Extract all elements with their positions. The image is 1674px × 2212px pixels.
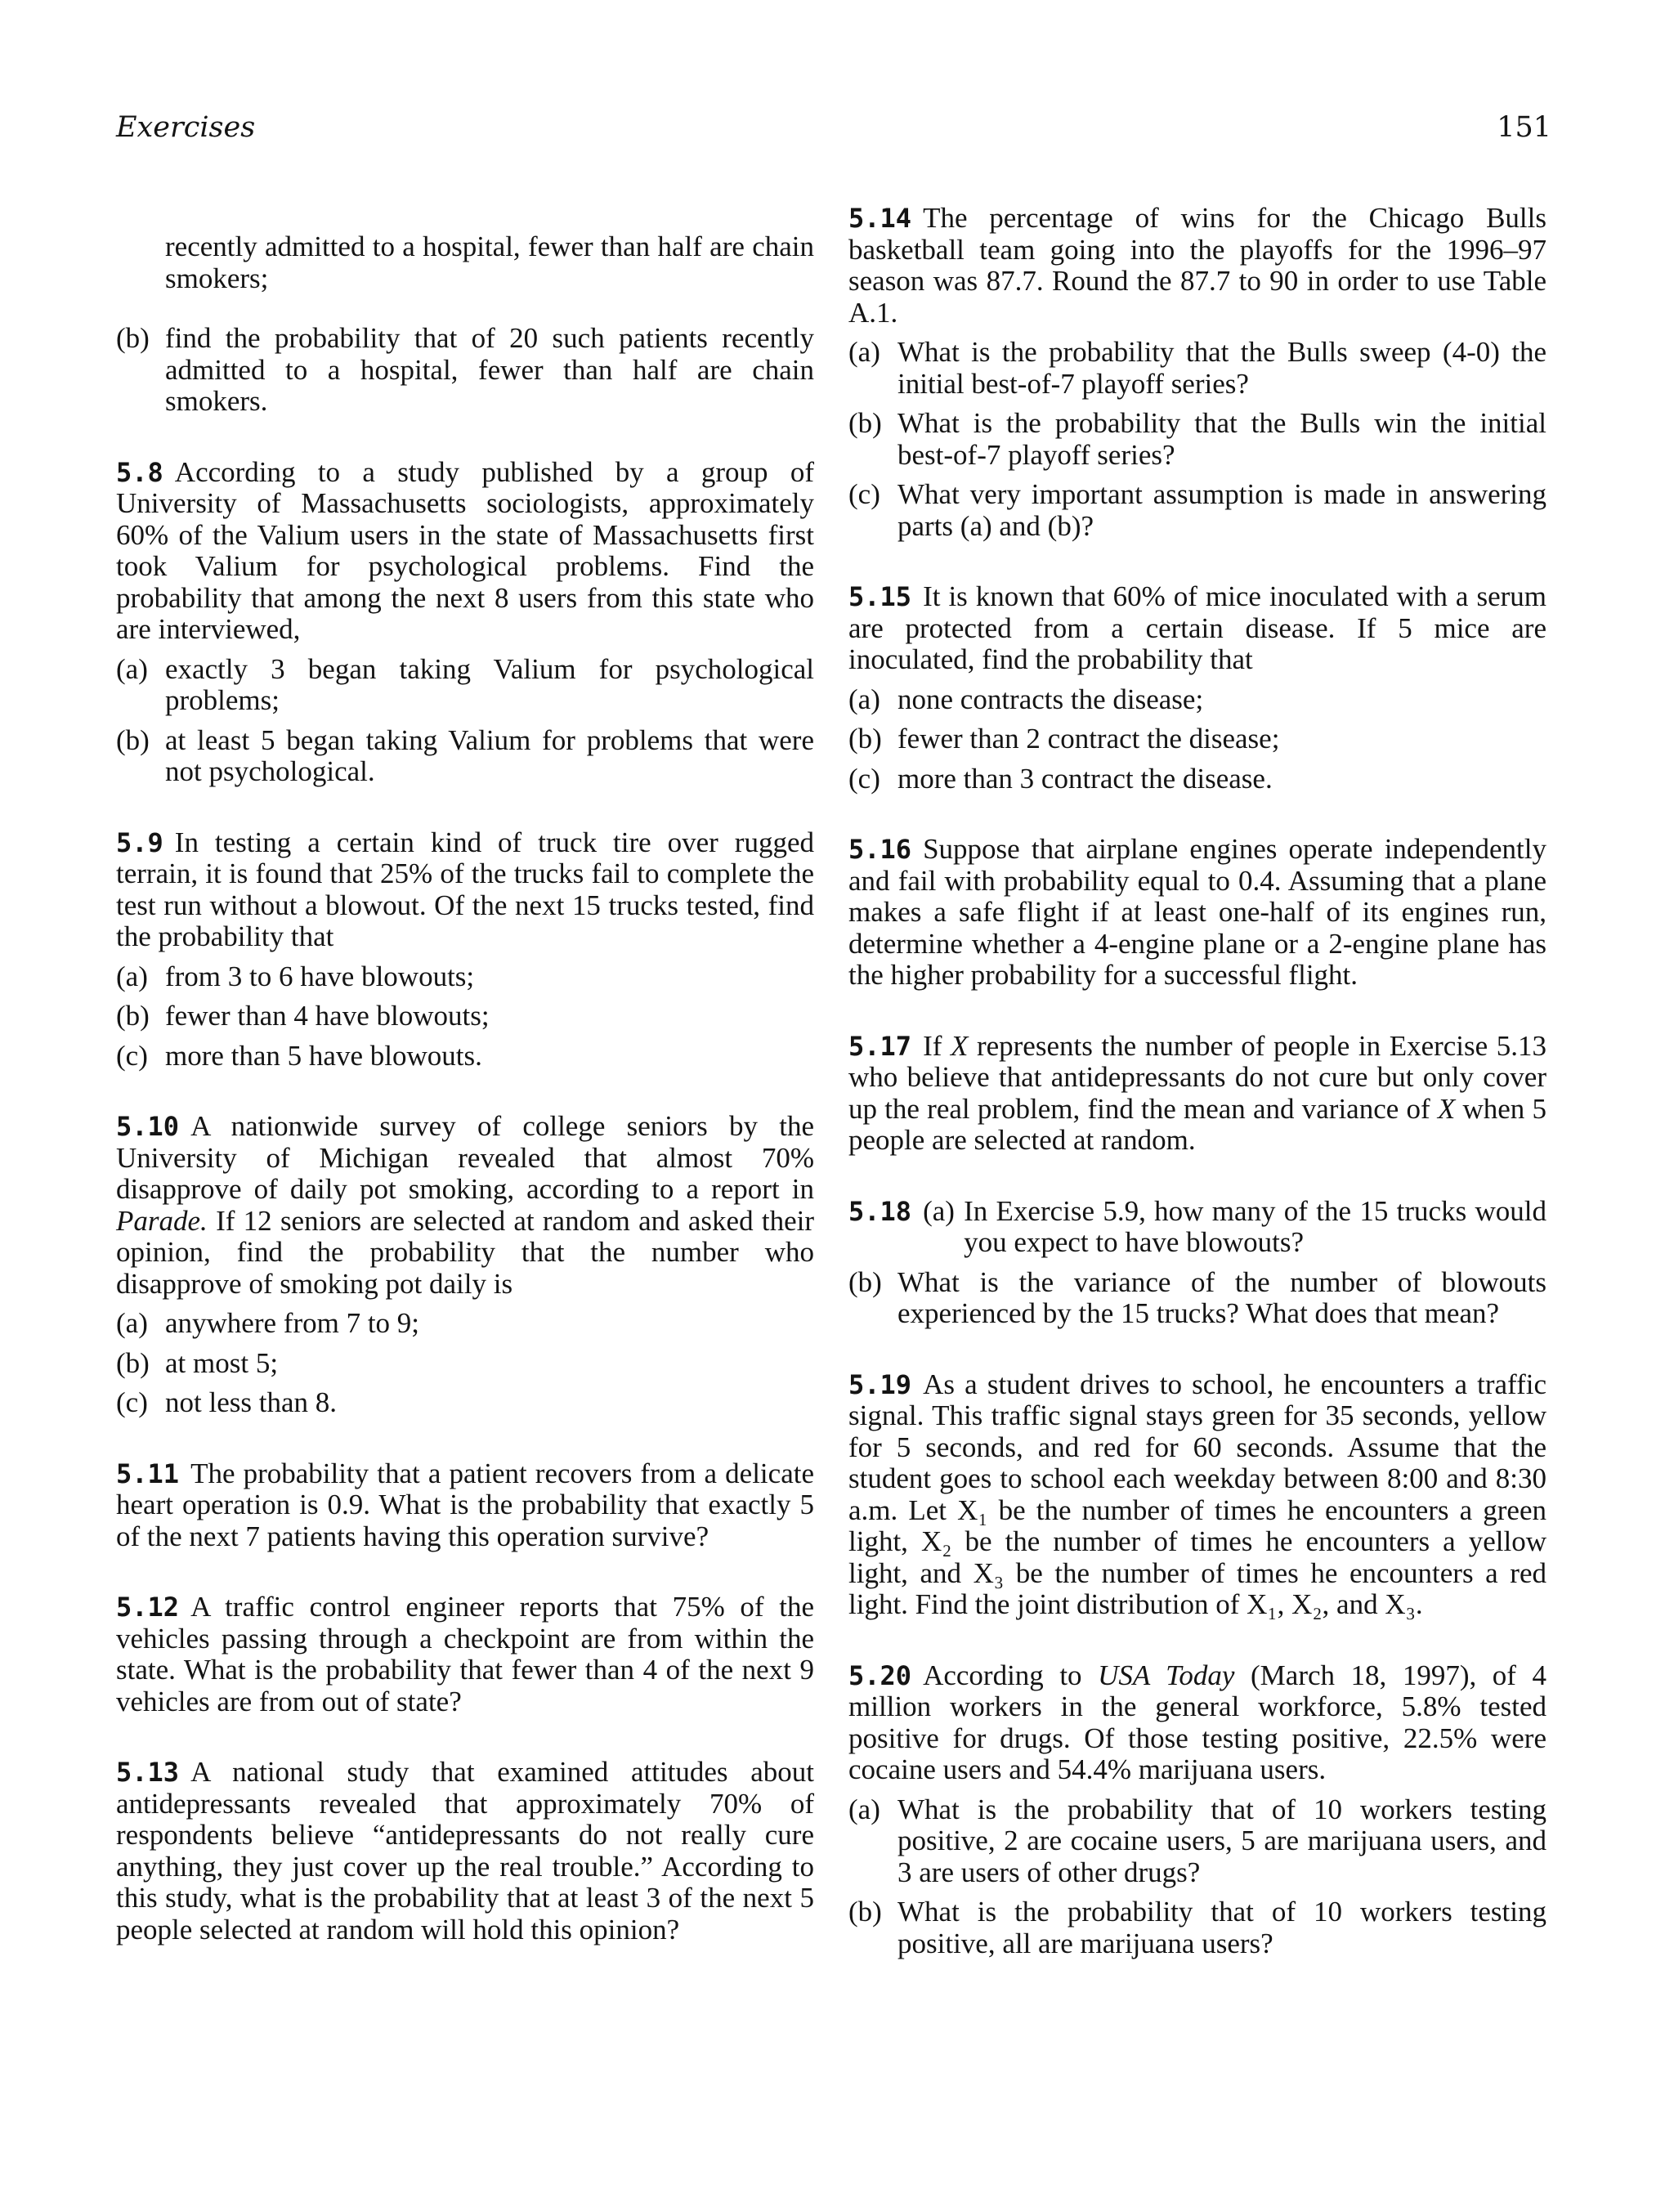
item-label: (a) [848, 683, 880, 715]
item-a [848, 684, 1546, 716]
exercise-number: 5.16 [848, 834, 912, 865]
exercise-5-20 [848, 1660, 1546, 1960]
item-label: (c) [848, 762, 880, 795]
exercise-5-12 [116, 1592, 814, 1717]
item-c [116, 1387, 814, 1419]
item-a [848, 1196, 1546, 1259]
exercise-text: According to a study published by a group of University of Massachusetts sociologists, approximately 60% of the Valium users in the state of Massachusetts first took Valium for psychological problems. Find the probability that among the next 8 users from this state who are interviewed, [116, 455, 814, 645]
item-text: What is the probability that of 10 workers testing positive, all are marijuana users? [897, 1896, 1546, 1959]
exercise-5-8 [116, 457, 814, 788]
exercise-number: 5.18 [848, 1195, 912, 1227]
item-label: (a) [116, 652, 148, 685]
item-b [116, 323, 814, 418]
exercise-text: As a student drives to school, he encounters a traffic signal. This traffic signal stays green for 35 seconds, yellow for 5 seconds, and red for 60 seconds. Assume that the student goes to school each weekday between 8:00 and 8:30 a.m. Let X₁ be the number of times he encounters a green light, X₂ be the number of times he encounters a yellow light, and X₃ be the number of times he encounters a red light. Find the joint distribution of X₁, X₂, and X₃. [848, 1368, 1546, 1620]
exercise-text: A traffic control engineer reports that 75% of the vehicles passing through a checkpoint are from within the state. What is the probability that fewer than 4 of the next 9 vehicles are from out of state? [116, 1591, 814, 1717]
exercise-5-19 [848, 1369, 1546, 1621]
exercise-text: If [923, 1029, 942, 1062]
item-label: (b) [848, 1896, 882, 1928]
item-a [848, 1794, 1546, 1889]
item-label: (b) [848, 723, 882, 754]
item-text: In Exercise 5.9, how many of the 15 trucks would you expect to have blowouts? [964, 1194, 1546, 1258]
item-label: (a) [848, 1793, 880, 1825]
exercise-number: 5.14 [848, 203, 912, 234]
item-text: fewer than 4 have blowouts; [165, 1000, 490, 1032]
item-b [116, 1348, 814, 1380]
item-label: (c) [116, 1386, 148, 1418]
item-text: What is the probability that of 10 workers testing positive, 2 are cocaine users, 5 are marijuana users, and 3 are users of other drugs? [897, 1793, 1546, 1888]
exercise-number: 5.12 [116, 1592, 180, 1623]
item-c [116, 1041, 814, 1072]
exercise-text-continued: (March 18, 1997), of 4 million workers in the general workforce, 5.8% tested positive for drugs. Of those testing positive, 22.5% were cocaine users and 54.4% marijuana users. [848, 1659, 1547, 1785]
item-text: at least 5 began taking Valium for problems that were not psychological. [165, 723, 814, 787]
item-b [848, 723, 1546, 755]
exercise-number: 5.19 [848, 1368, 912, 1400]
item-a [116, 1308, 814, 1340]
exercise-5-16 [848, 834, 1546, 992]
exercise-5-17 [848, 1031, 1546, 1157]
exercise-text-end: when 5 people are selected at random. [848, 1092, 1547, 1156]
item-c [848, 479, 1546, 542]
item-a-continuation: recently admitted to a hospital, fewer than half are chain smokers; [165, 231, 814, 294]
exercise-number: 5.8 [116, 456, 163, 488]
exercise-5-18 [848, 1196, 1546, 1330]
item-text: more than 3 contract the disease. [897, 762, 1273, 795]
item-label: (a) [923, 1194, 955, 1227]
item-a [116, 961, 814, 993]
item-label: (a) [848, 336, 880, 368]
item-text: What very important assumption is made in answering parts (a) and (b)? [897, 478, 1546, 542]
item-c [848, 763, 1546, 795]
item-text: What is the variance of the number of blowouts experienced by the 15 trucks? What does that mean? [897, 1265, 1546, 1329]
item-text: from 3 to 6 have blowouts; [165, 960, 475, 992]
item-b [116, 1001, 814, 1032]
item-text: fewer than 2 contract the disease; [897, 723, 1280, 754]
variable-x: X [1437, 1092, 1456, 1125]
exercise-5-10 [116, 1111, 814, 1419]
exercise-text: The percentage of wins for the Chicago Bulls basketball team going into the playoffs for the 1996–97 season was 87.7. Round the 87.7 to 90 in order to use Table A.1. [848, 202, 1546, 329]
exercise-number: 5.10 [116, 1111, 180, 1142]
exercise-number: 5.20 [848, 1659, 912, 1691]
item-b [848, 408, 1546, 471]
item-text: exactly 3 began taking Valium for psychological problems; [165, 652, 814, 716]
exercise-number: 5.13 [116, 1757, 180, 1788]
exercise-5-14 [848, 203, 1546, 542]
item-label: (b) [116, 322, 150, 354]
publication-name: USA Today [1098, 1659, 1235, 1691]
item-label: (b) [848, 407, 882, 439]
item-b [848, 1267, 1546, 1330]
item-a [116, 654, 814, 717]
item-b [116, 725, 814, 788]
item-text: at most 5; [165, 1346, 279, 1379]
exercise-number: 5.11 [116, 1458, 180, 1489]
exercise-5-15 [848, 581, 1546, 795]
item-label: (b) [116, 1346, 150, 1379]
page-number: 151 [1497, 111, 1551, 144]
item-label: (b) [116, 1000, 150, 1032]
exercise-5-7-continuation [116, 231, 814, 418]
exercise-text: In testing a certain kind of truck tire over rugged terrain, it is found that 25% of the trucks fail to complete the test run without a blowout. Of the next 15 trucks tested, find the probability that [116, 826, 814, 952]
item-text: find the probability that of 20 such patients recently admitted to a hospital, fewer than half are chain smokers. [165, 322, 814, 417]
item-text: not less than 8. [165, 1386, 337, 1418]
exercise-text: A nationwide survey of college seniors by the University of Michigan revealed that almost 70% disapprove of daily pot smoking, according to a report in [116, 1110, 814, 1205]
exercise-number: 5.17 [848, 1030, 912, 1062]
item-text: anywhere from 7 to 9; [165, 1307, 420, 1339]
right-column [848, 203, 1546, 1999]
item-label: (b) [848, 1265, 882, 1298]
item-label: (b) [116, 723, 150, 756]
exercise-text-continued: represents the number of people in Exercise 5.13 who believe that antidepressants do not cure but only cover up the real problem, find the mean and variance of [848, 1029, 1547, 1125]
exercise-5-13 [116, 1757, 814, 1946]
section-title: Exercises [116, 111, 256, 144]
publication-name: Parade. [116, 1204, 208, 1237]
exercise-text-continued: If 12 seniors are selected at random and asked their opinion, find the probability that the number who disapprove of smoking pot daily is [116, 1204, 815, 1300]
exercise-text: A national study that examined attitudes about antidepressants revealed that approximately 70% of respondents believe “antidepressants do not really cure anything, they just cover up the real trouble.” According to this study, what is the probability that at least 3 of the next 5 people selected at random will hold this opinion? [116, 1756, 814, 1946]
item-label: (c) [848, 478, 880, 510]
exercise-number: 5.15 [848, 581, 912, 612]
exercise-text: The probability that a patient recovers from a delicate heart operation is 0.9. What is the probability that exactly 5 of the next 7 patients having this operation survive? [116, 1457, 814, 1552]
exercise-text: It is known that 60% of mice inoculated with a serum are protected from a certain disease. If 5 mice are inoculated, find the probability that [848, 580, 1546, 675]
item-label: (a) [116, 1307, 148, 1339]
item-b [848, 1896, 1546, 1959]
item-text: What is the probability that the Bulls sweep (4-0) the initial best-of-7 playoff series? [897, 336, 1546, 400]
exercise-text: Suppose that airplane engines operate independently and fail with probability equal to 0.4. Assuming that a plane makes a safe flight if at least one-half of its engines run, determine whether a 4-engine plane or a 2-engine plane has the higher probability for a successful flight. [848, 833, 1546, 991]
item-label: (c) [116, 1039, 148, 1072]
exercise-5-11 [116, 1458, 814, 1553]
item-text: more than 5 have blowouts. [165, 1039, 482, 1072]
left-column [116, 203, 814, 1985]
item-text: What is the probability that the Bulls win the initial best-of-7 playoff series? [897, 407, 1546, 471]
item-text: none contracts the disease; [897, 683, 1204, 715]
exercise-5-9 [116, 827, 814, 1072]
item-a [848, 337, 1546, 400]
variable-x: X [950, 1029, 969, 1062]
exercise-number: 5.9 [116, 826, 163, 858]
item-label: (a) [116, 960, 148, 992]
exercise-text: According to [923, 1659, 1082, 1691]
